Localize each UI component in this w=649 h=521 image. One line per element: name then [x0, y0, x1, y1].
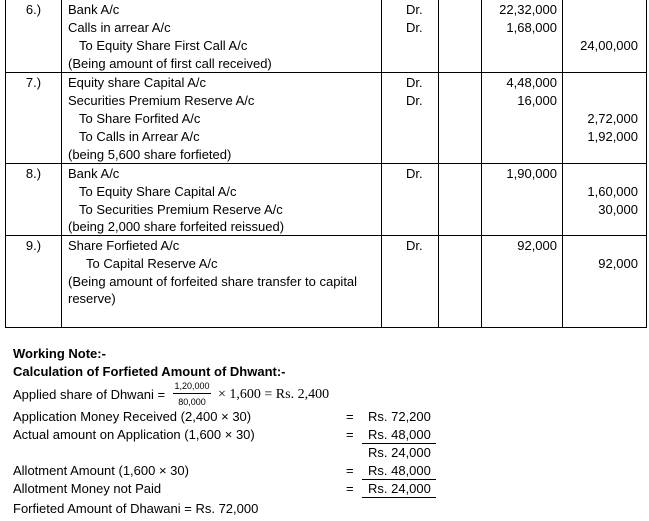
final-result: Forfieted Amount of Dhawani = Rs. 72,000: [13, 501, 259, 516]
particular-line: To Securities Premium Reserve A/c: [79, 202, 283, 217]
debit-amount: 1,90,000: [506, 166, 557, 181]
narration: (being 5,600 share forfieted): [68, 147, 232, 162]
calc-equals: =: [346, 409, 354, 424]
debit-amount: 22,32,000: [499, 2, 557, 17]
calc-equals: =: [346, 481, 354, 496]
credit-amount: 1,92,000: [587, 129, 638, 144]
formula-result: × 1,600 = Rs. 2,400: [218, 387, 330, 402]
debit-amount: 4,48,000: [506, 75, 557, 90]
calc-amount: Rs. 48,000: [368, 427, 431, 442]
calc-label: Application Money Received (2,400 × 30): [13, 409, 252, 424]
entry-number: 8.): [25, 166, 42, 181]
particular-line: To Equity Share Capital A/c: [79, 184, 237, 199]
calc-label: Allotment Money not Paid: [13, 481, 162, 496]
particular-line: Bank A/c: [68, 166, 120, 181]
credit-amount: 30,000: [598, 202, 638, 217]
debit-amount: 16,000: [517, 93, 557, 108]
credit-amount: 92,000: [598, 256, 638, 271]
formula-label: Applied share of Dhwani =: [13, 387, 166, 402]
calc-equals: =: [346, 463, 354, 478]
calc-amount: Rs. 24,000: [368, 481, 431, 496]
particular-line: To Calls in Arrear A/c: [79, 129, 200, 144]
particular-line: To Capital Reserve A/c: [86, 256, 218, 271]
dr-marker: Dr.: [406, 75, 423, 90]
narration: (Being amount of first call received): [68, 56, 272, 71]
calc-label: Allotment Amount (1,600 × 30): [13, 463, 189, 478]
dr-marker: Dr.: [406, 2, 423, 17]
credit-amount: 1,60,000: [587, 184, 638, 199]
formula-denominator: 80,000: [178, 397, 206, 407]
particular-line: Share Forfieted A/c: [68, 238, 180, 253]
particular-line: Equity share Capital A/c: [68, 75, 207, 90]
credit-amount: 24,00,000: [580, 38, 638, 53]
working-note-heading: Working Note:-: [13, 346, 106, 361]
calc-amount: Rs. 48,000: [368, 463, 431, 478]
calc-label: Actual amount on Application (1,600 × 30): [13, 427, 255, 442]
dr-marker: Dr.: [406, 166, 423, 181]
narration: reserve): [68, 291, 116, 306]
particular-line: Calls in arrear A/c: [68, 20, 171, 35]
entry-number: 7.): [25, 75, 42, 90]
narration: (Being amount of forfeited share transfer to capital: [68, 274, 358, 289]
working-note-subheading: Calculation of Forfieted Amount of Dhwant:-: [13, 364, 286, 379]
dr-marker: Dr.: [406, 238, 423, 253]
dr-marker: Dr.: [406, 20, 423, 35]
credit-amount: 2,72,000: [587, 111, 638, 126]
fraction-bar: [173, 393, 211, 394]
particular-line: To Share Forfited A/c: [79, 111, 201, 126]
entry-number: 9.): [25, 238, 42, 253]
particular-line: Bank A/c: [68, 2, 120, 17]
particular-line: To Equity Share First Call A/c: [79, 38, 248, 53]
calc-amount: Rs. 24,000: [368, 445, 431, 460]
particular-line: Securities Premium Reserve A/c: [68, 93, 255, 108]
journal-table: [5, 0, 647, 328]
dr-marker: Dr.: [406, 93, 423, 108]
debit-amount: 92,000: [517, 238, 557, 253]
debit-amount: 1,68,000: [506, 20, 557, 35]
calc-amount: Rs. 72,200: [368, 409, 431, 424]
formula-numerator: 1,20,000: [174, 381, 210, 391]
calc-equals: =: [346, 427, 354, 442]
narration: (being 2,000 share forfeited reissued): [68, 219, 285, 234]
entry-number: 6.): [25, 2, 42, 17]
total-rule: [362, 497, 436, 498]
